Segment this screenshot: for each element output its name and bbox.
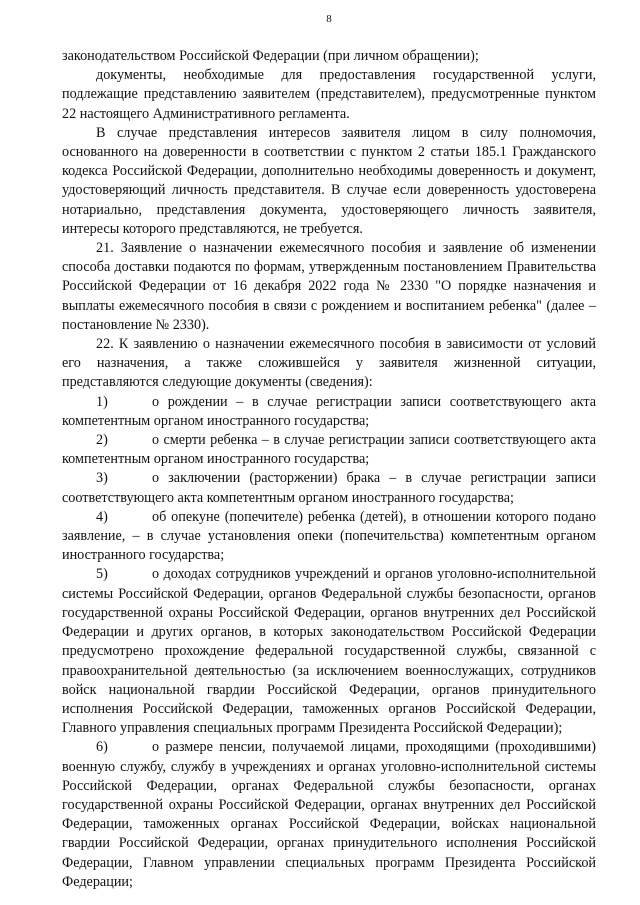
paragraph-21: 21. Заявление о назначении ежемесячного пособия и заявление об изменении способа доставки подаются по формам, утвержденным постановлением Правительства Российской Федерации от 16 декабря 2022 года № 2330 "О порядке назначения и выплаты ежемесячного пособия в связи с рождением и воспитанием ребенка" (далее – постановление № 2330).	[62, 240, 596, 333]
paragraph-continuation: законодательством Российской Федерации (при личном обращении);	[62, 48, 479, 64]
list-item-number: 4)	[96, 508, 108, 525]
list-item-text: о заключении (расторжении) брака – в случае регистрации записи соответствующего акта компетентным органом иностранного государства;	[62, 470, 596, 506]
list-item-text: о размере пенсии, получаемой лицами, проходящими (проходившими) военную службу, службу в учреждениях и органах уголовно-исполнительной системы Российской Федерации, органах Федеральной службы безопасности, органах государственной охраны Российской Федерации, органах внутренних дел Российской Федерации, таможенных органах Российской Федерации, войсках национальной гвардии Российской Федерации, органах принудительного исполнения Российской Федерации, Главном управлении специальных программ Президента Российской Федерации;	[62, 739, 596, 890]
list-item-number: 1)	[96, 393, 108, 410]
list-item-number: 3)	[96, 470, 108, 487]
list-item	[62, 565, 596, 738]
list-item-text: об опекуне (попечителе) ребенка (детей), в отношении которого подано заявление, – в случае установления опеки (попечительства) компетентным органом иностранного государства;	[62, 508, 596, 564]
list-item	[62, 738, 596, 892]
list-item	[62, 508, 596, 566]
list-item-text: о смерти ребенка – в случае регистрации записи соответствующего акта компетентным органом иностранного государства;	[62, 432, 596, 468]
paragraph-documents: документы, необходимые для предоставления государственной услуги, подлежащие представлению заявителем (представителем), предусмотренные пунктом 22 настоящего Административного регламента.	[62, 67, 596, 122]
page-number: 8	[326, 13, 332, 25]
list-item	[62, 469, 596, 507]
list-item-number: 6)	[96, 739, 108, 756]
list-item	[62, 393, 596, 431]
list-item-number: 2)	[96, 432, 108, 449]
paragraph-22: 22. К заявлению о назначении ежемесячного пособия в зависимости от условий его назначения, а также сложившейся у заявителя жизненной ситуации, представляются следующие документы (сведения):	[62, 336, 596, 391]
list-item-text: о доходах сотрудников учреждений и органов уголовно-исполнительной системы Российской Федерации, органов Федеральной службы безопасности, органов государственной охраны Российской Федерации, органов внутренних дел Российской Федерации и других органов, в которых законодательством Российской Федерации предусмотрено прохождение федеральной государственной службы, связанной с правоохранительной деятельностью (за исключением военнослужащих, сотрудников войск национальной гвардии Российской Федерации, органов принудительного исполнения Российской Федерации, таможенных органов Российской Федерации, Главного управления специальных программ Президента Российской Федерации);	[62, 566, 596, 737]
list-item-text: о рождении – в случае регистрации записи соответствующего акта компетентным органом иностранного государства;	[62, 393, 596, 429]
document-body	[62, 47, 596, 892]
paragraph-representative: В случае представления интересов заявителя лицом в силу полномочия, основанного на доверенности в соответствии с пунктом 2 статьи 185.1 Гражданского кодекса Российской Федерации, дополнительно необходимы доверенность и документ, удостоверяющий личность представителя. В случае если доверенность удостоверена нотариально, представления документа, удостоверяющего личность заявителя, интересы которого представляются, не требуется.	[62, 124, 596, 237]
list-item	[62, 431, 596, 469]
list-item-number: 5)	[96, 566, 108, 583]
